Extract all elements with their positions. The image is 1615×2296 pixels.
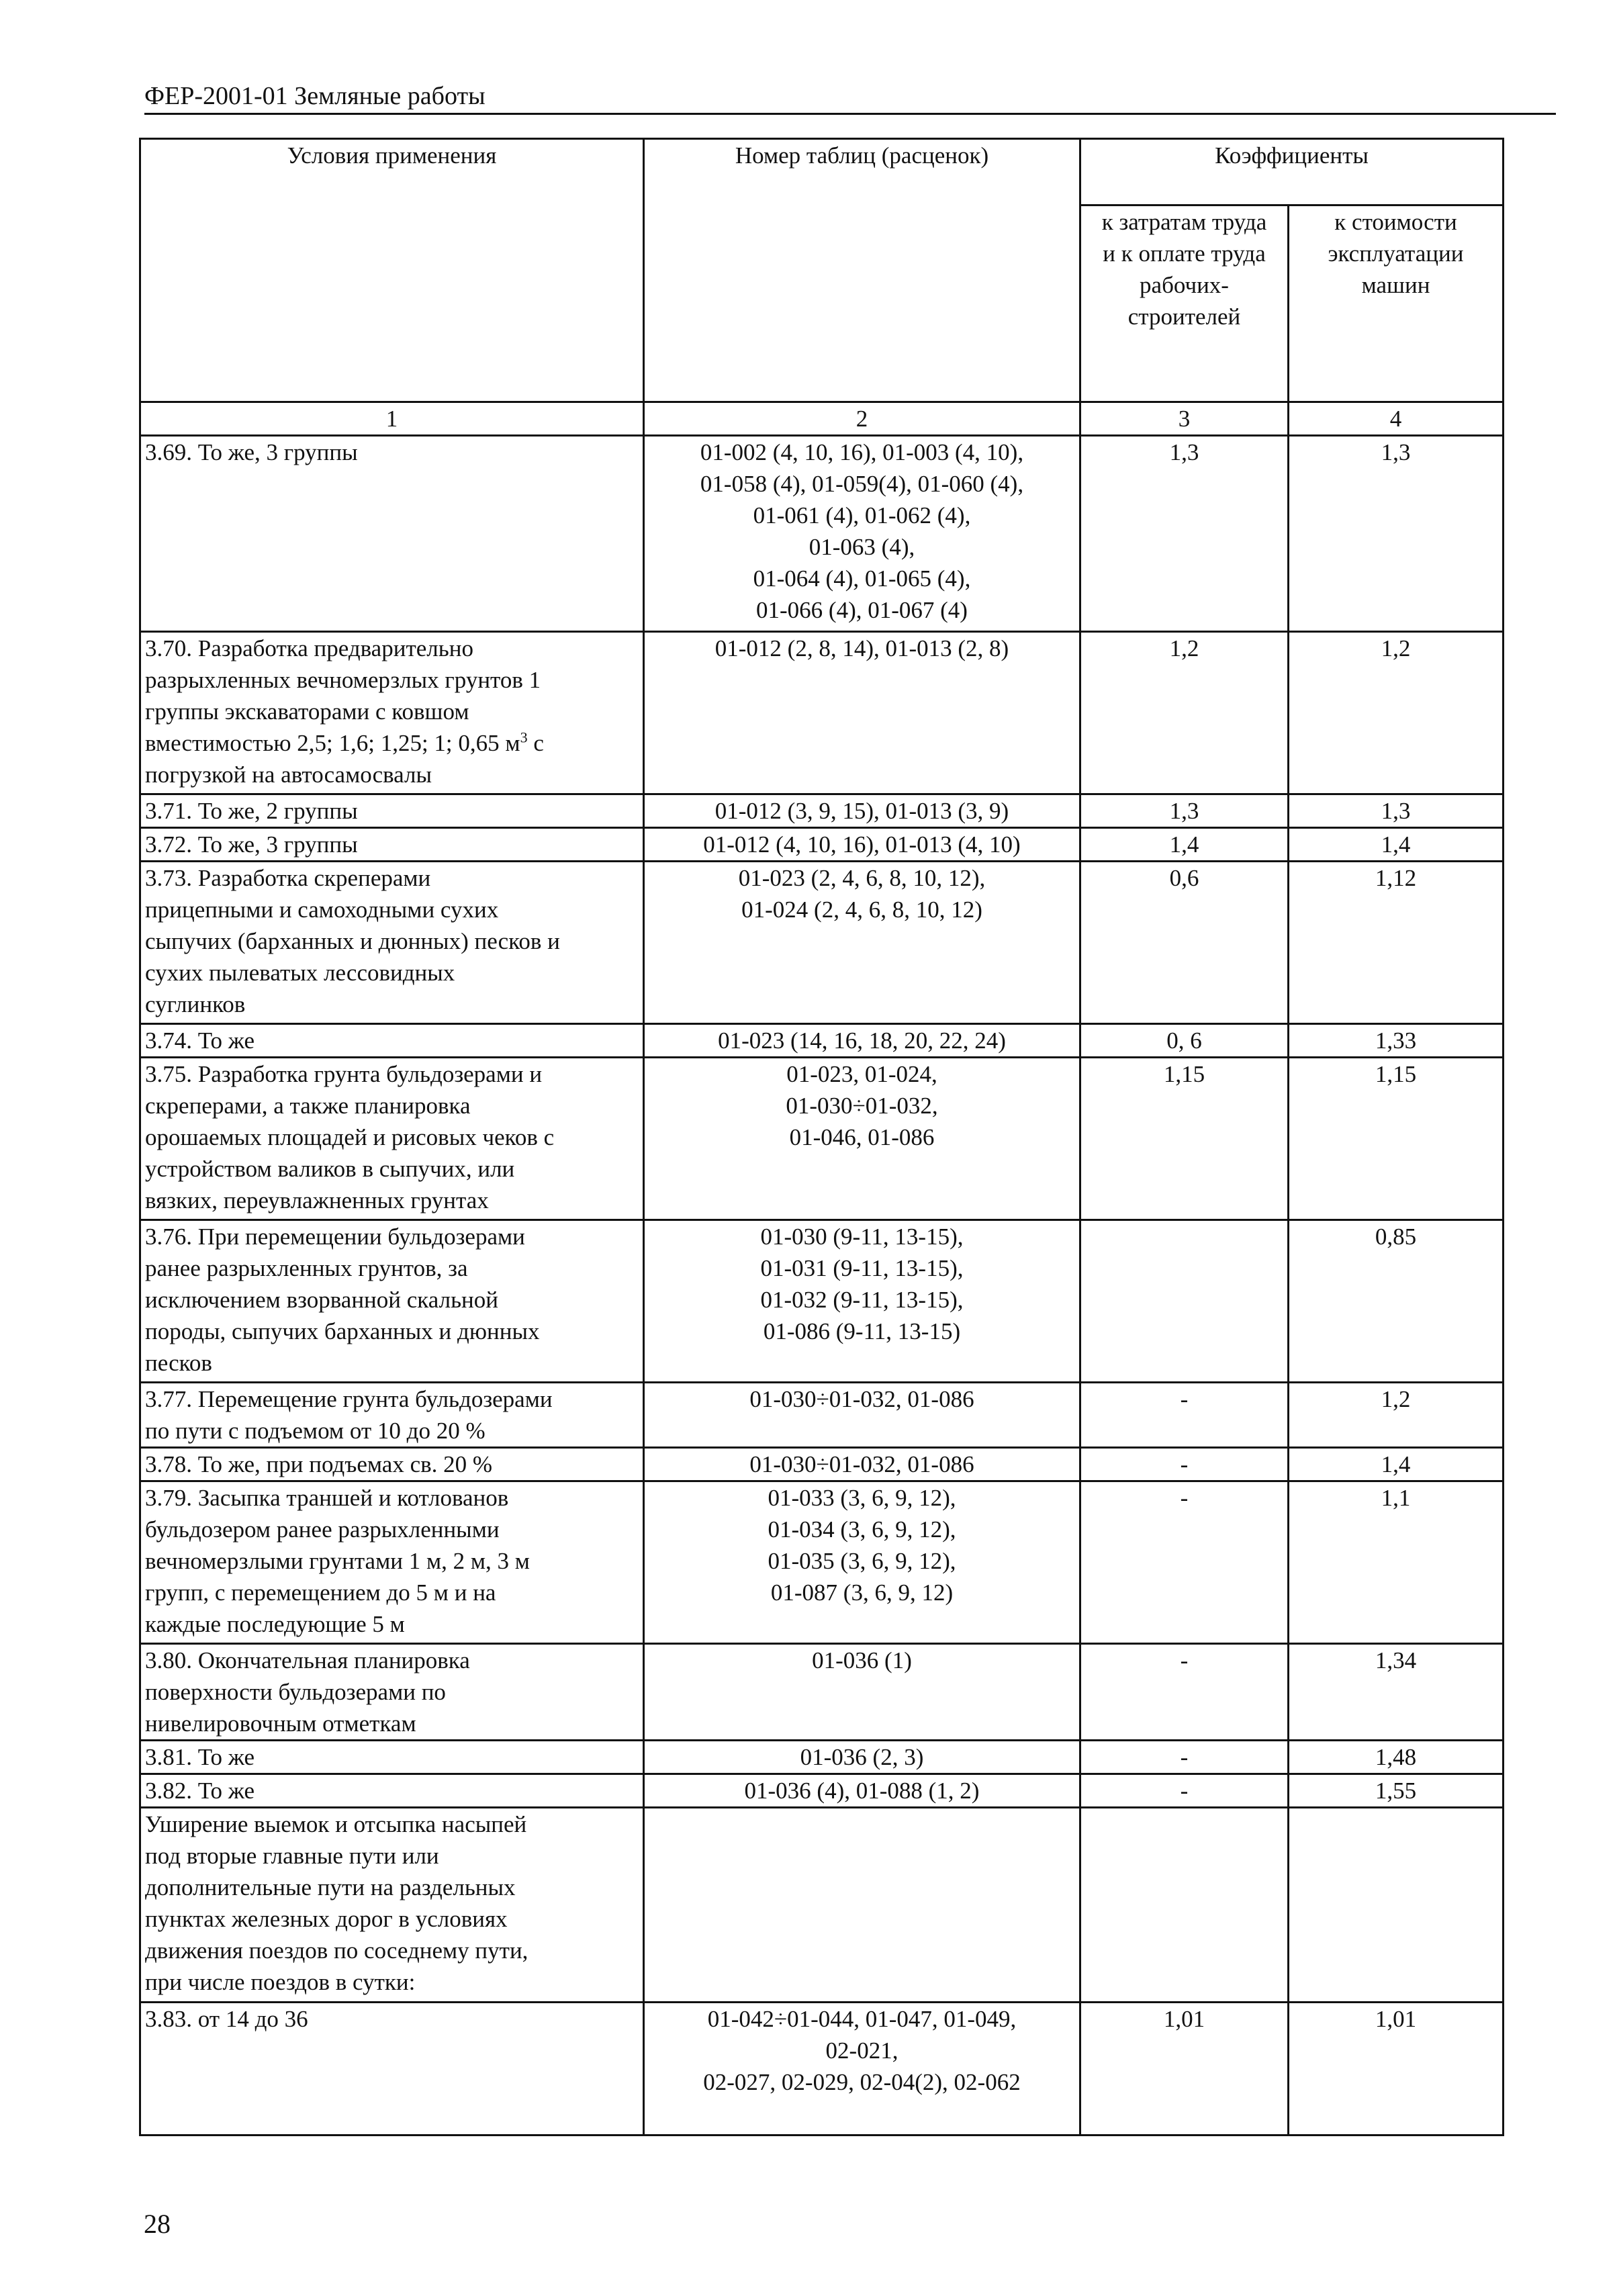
table-row	[140, 1058, 1504, 1220]
condition-line: 3.77. Перемещение грунта бульдозерами	[145, 1386, 553, 1412]
table-numbers-cell	[644, 1741, 1080, 1774]
labor-coefficient-cell: -	[1080, 1644, 1289, 1741]
condition-line: бульдозером ранее разрыхленными	[145, 1516, 500, 1543]
column-number: 2	[644, 402, 1080, 436]
table-number-line: 01-058 (4), 01-059(4), 01-060 (4),	[700, 471, 1024, 497]
condition-line: 3.78. То же, при подъемах св. 20 %	[145, 1451, 493, 1477]
condition-line: 3.69. То же, 3 группы	[145, 439, 358, 465]
condition-line: поверхности бульдозерами по	[145, 1679, 446, 1705]
table-number-line: 01-012 (2, 8, 14), 01-013 (2, 8)	[714, 635, 1009, 661]
superscript-tail: с	[527, 730, 544, 756]
table-number-line: 01-024 (2, 4, 6, 8, 10, 12)	[741, 897, 982, 923]
table-numbers-cell	[644, 1774, 1080, 1808]
condition-cell	[140, 1220, 644, 1383]
table-numbers-cell	[644, 2003, 1080, 2136]
table-row	[140, 1448, 1504, 1481]
table-row	[140, 828, 1504, 862]
condition-line: разрыхленных вечномерзлых грунтов 1	[145, 667, 541, 693]
condition-line: суглинков	[145, 991, 246, 1017]
condition-cell	[140, 1644, 644, 1741]
table-number-line: 01-012 (4, 10, 16), 01-013 (4, 10)	[703, 831, 1021, 858]
condition-line: 3.83. от 14 до 36	[145, 2006, 308, 2032]
table-number-line: 01-030÷01-032,	[786, 1093, 938, 1119]
condition-line: по пути с подъемом от 10 до 20 %	[145, 1418, 486, 1444]
table-number-line: 01-023, 01-024,	[786, 1061, 937, 1087]
machine-coefficient-cell: 1,48	[1289, 1741, 1504, 1774]
machine-coefficient-cell: 1,15	[1289, 1058, 1504, 1220]
table-number-line: 01-061 (4), 01-062 (4),	[753, 502, 971, 529]
machine-coefficient-cell: 1,1	[1289, 1481, 1504, 1644]
condition-line: Уширение выемок и отсыпка насыпей	[145, 1811, 527, 1837]
condition-cell	[140, 632, 644, 794]
labor-coefficient-cell: 1,2	[1080, 632, 1289, 794]
machine-coefficient-cell: 1,12	[1289, 862, 1504, 1024]
condition-line: орошаемых площадей и рисовых чеков с	[145, 1124, 555, 1150]
condition-line: пунктах железных дорог в условиях	[145, 1906, 508, 1932]
condition-cell	[140, 436, 644, 632]
table-number-line: 01-036 (1)	[812, 1647, 912, 1673]
table-numbers-cell	[644, 632, 1080, 794]
header-labor-coefficient: к затратам труда и к оплате труда рабочих- строителей	[1080, 205, 1289, 402]
condition-line: 3.73. Разработка скреперами	[145, 865, 431, 891]
condition-line: ранее разрыхленных грунтов, за	[145, 1255, 468, 1281]
labor-coefficient-cell: 0, 6	[1080, 1024, 1289, 1058]
machine-coefficient-cell: 1,33	[1289, 1024, 1504, 1058]
condition-line: при числе поездов в сутки:	[145, 1969, 416, 1995]
machine-coefficient-cell: 0,85	[1289, 1220, 1504, 1383]
table-number-line: 01-012 (3, 9, 15), 01-013 (3, 9)	[714, 798, 1009, 824]
table-number-line: 01-023 (14, 16, 18, 20, 22, 24)	[718, 1027, 1006, 1054]
condition-line: 3.79. Засыпка траншей и котлованов	[145, 1485, 509, 1511]
condition-cell	[140, 1741, 644, 1774]
condition-line: вместимостью 2,5; 1,6; 1,25; 1; 0,65 $м^3$ с	[145, 729, 544, 756]
table-number-line: 01-034 (3, 6, 9, 12),	[768, 1516, 956, 1543]
table-number-line: 01-031 (9-11, 13-15),	[760, 1255, 964, 1281]
table-numbers-cell	[644, 828, 1080, 862]
table-row	[140, 1383, 1504, 1448]
condition-line: устройством валиков в сыпучих, или	[145, 1156, 515, 1182]
condition-line: групп, с перемещением до 5 м и на	[145, 1579, 496, 1606]
table-number-line: 01-030÷01-032, 01-086	[749, 1386, 974, 1412]
table-row	[140, 1808, 1504, 2003]
machine-coefficient-cell: 1,2	[1289, 1383, 1504, 1448]
condition-line: вечномерзлыми грунтами 1 м, 2 м, 3 м	[145, 1548, 530, 1574]
header-table-numbers: Номер таблиц (расценок)	[644, 139, 1080, 402]
condition-line: 3.70. Разработка предварительно	[145, 635, 473, 661]
table-number-line: 01-036 (2, 3)	[800, 1744, 924, 1770]
table-number-line: 01-030÷01-032, 01-086	[749, 1451, 974, 1477]
condition-line: сыпучих (барханных и дюнных) песков и	[145, 928, 560, 954]
condition-cell	[140, 862, 644, 1024]
column-number: 4	[1289, 402, 1504, 436]
table-number-line: 01-030 (9-11, 13-15),	[760, 1224, 964, 1250]
labor-coefficient-cell	[1080, 1220, 1289, 1383]
condition-line: 3.71. То же, 2 группы	[145, 798, 358, 824]
table-numbers-cell	[644, 794, 1080, 828]
labor-coefficient-cell: -	[1080, 1481, 1289, 1644]
page-number: 28	[144, 2209, 171, 2239]
machine-coefficient-cell: 1,4	[1289, 828, 1504, 862]
table-numbers-cell	[644, 1808, 1080, 2003]
labor-coefficient-cell: -	[1080, 1448, 1289, 1481]
condition-line: вязких, переувлажненных грунтах	[145, 1187, 489, 1213]
condition-line: погрузкой на автосамосвалы	[145, 762, 432, 788]
table-row	[140, 1481, 1504, 1644]
condition-line: прицепными и самоходными сухих	[145, 897, 499, 923]
labor-coefficient-cell: 1,3	[1080, 436, 1289, 632]
table-number-line: 01-087 (3, 6, 9, 12)	[770, 1579, 954, 1606]
table-numbers-cell	[644, 1644, 1080, 1741]
condition-cell	[140, 1481, 644, 1644]
superscript-cube: 3	[520, 729, 528, 746]
condition-cell	[140, 1383, 644, 1448]
table-number-line: 01-042÷01-044, 01-047, 01-049,	[707, 2006, 1017, 2032]
column-number-row	[140, 402, 1504, 436]
table-number-line: 01-035 (3, 6, 9, 12),	[768, 1548, 956, 1574]
labor-coefficient-cell: -	[1080, 1741, 1289, 1774]
condition-cell	[140, 1448, 644, 1481]
labor-coefficient-cell: -	[1080, 1383, 1289, 1448]
condition-cell	[140, 2003, 644, 2136]
running-header	[144, 79, 1556, 115]
table-number-line: 01-023 (2, 4, 6, 8, 10, 12),	[738, 865, 986, 891]
table-numbers-cell	[644, 436, 1080, 632]
table-row	[140, 1741, 1504, 1774]
table-row	[140, 1644, 1504, 1741]
table-numbers-cell	[644, 862, 1080, 1024]
table-body	[140, 436, 1504, 2136]
table-numbers-cell	[644, 1383, 1080, 1448]
condition-cell	[140, 1774, 644, 1808]
table-row	[140, 1220, 1504, 1383]
table-number-line: 01-064 (4), 01-065 (4),	[753, 565, 971, 592]
condition-line: нивелировочным отметкам	[145, 1710, 416, 1737]
machine-coefficient-cell: 1,3	[1289, 794, 1504, 828]
condition-cell	[140, 1808, 644, 2003]
condition-line: породы, сыпучих барханных и дюнных	[145, 1318, 540, 1344]
table-number-line: 02-027, 02-029, 02-04(2), 02-062	[703, 2069, 1021, 2095]
labor-coefficient-cell: 1,01	[1080, 2003, 1289, 2136]
condition-line: 3.76. При перемещении бульдозерами	[145, 1224, 525, 1250]
header-machine-coefficient: к стоимости эксплуатации машин	[1289, 205, 1504, 402]
table-row	[140, 1024, 1504, 1058]
condition-line: песков	[145, 1350, 212, 1376]
table-row	[140, 632, 1504, 794]
table-row	[140, 2003, 1504, 2136]
condition-line: 3.82. То же	[145, 1778, 255, 1804]
table-number-line: 01-046, 01-086	[789, 1124, 935, 1150]
machine-coefficient-cell: 1,01	[1289, 2003, 1504, 2136]
machine-coefficient-cell: 1,55	[1289, 1774, 1504, 1808]
table-number-line: 01-033 (3, 6, 9, 12),	[768, 1485, 956, 1511]
machine-coefficient-cell	[1289, 1808, 1504, 2003]
machine-coefficient-cell: 1,3	[1289, 436, 1504, 632]
column-number: 1	[140, 402, 644, 436]
header-conditions: Условия применения	[140, 139, 644, 402]
table-row	[140, 1774, 1504, 1808]
condition-line: 3.75. Разработка грунта бульдозерами и	[145, 1061, 543, 1087]
column-number: 3	[1080, 402, 1289, 436]
coefficients-table	[139, 138, 1504, 2136]
table-row	[140, 794, 1504, 828]
condition-line: 3.81. То же	[145, 1744, 255, 1770]
condition-cell	[140, 1024, 644, 1058]
table-numbers-cell	[644, 1024, 1080, 1058]
table-numbers-cell	[644, 1058, 1080, 1220]
table-number-line: 01-032 (9-11, 13-15),	[760, 1287, 964, 1313]
table-numbers-cell	[644, 1448, 1080, 1481]
header-coefficients: Коэффициенты	[1080, 139, 1504, 205]
table-number-line: 01-086 (9-11, 13-15)	[763, 1318, 961, 1344]
condition-line: движения поездов по соседнему пути,	[145, 1937, 528, 1964]
table-row	[140, 862, 1504, 1024]
table-row	[140, 436, 1504, 632]
condition-line: 3.74. То же	[145, 1027, 255, 1054]
condition-line: 3.72. То же, 3 группы	[145, 831, 358, 858]
machine-coefficient-cell: 1,4	[1289, 1448, 1504, 1481]
condition-cell	[140, 828, 644, 862]
table-number-line: 02-021,	[825, 2037, 898, 2064]
machine-coefficient-cell: 1,2	[1289, 632, 1504, 794]
condition-cell	[140, 1058, 644, 1220]
labor-coefficient-cell: -	[1080, 1774, 1289, 1808]
labor-coefficient-cell: 1,4	[1080, 828, 1289, 862]
table-numbers-cell	[644, 1220, 1080, 1383]
table-number-line: 01-066 (4), 01-067 (4)	[756, 597, 968, 623]
condition-line: исключением взорванной скальной	[145, 1287, 499, 1313]
document-title: ФЕР-2001-01 Земляные работы	[144, 82, 486, 110]
condition-line: скреперами, а также планировка	[145, 1093, 471, 1119]
table-number-line: 01-036 (4), 01-088 (1, 2)	[744, 1778, 980, 1804]
condition-line: дополнительные пути на раздельных	[145, 1874, 516, 1900]
condition-line: каждые последующие 5 м	[145, 1611, 405, 1637]
condition-line: группы экскаваторами с ковшом	[145, 698, 469, 725]
machine-coefficient-cell: 1,34	[1289, 1644, 1504, 1741]
labor-coefficient-cell: 0,6	[1080, 862, 1289, 1024]
condition-line: сухих пылеватых лессовидных	[145, 960, 455, 986]
condition-line: 3.80. Окончательная планировка	[145, 1647, 470, 1673]
table-number-line: 01-002 (4, 10, 16), 01-003 (4, 10),	[700, 439, 1024, 465]
table-numbers-cell	[644, 1481, 1080, 1644]
labor-coefficient-cell	[1080, 1808, 1289, 2003]
condition-line: под вторые главные пути или	[145, 1843, 439, 1869]
labor-coefficient-cell: 1,15	[1080, 1058, 1289, 1220]
table-number-line: 01-063 (4),	[809, 534, 915, 560]
table-header-row	[140, 139, 1504, 205]
labor-coefficient-cell: 1,3	[1080, 794, 1289, 828]
condition-cell	[140, 794, 644, 828]
